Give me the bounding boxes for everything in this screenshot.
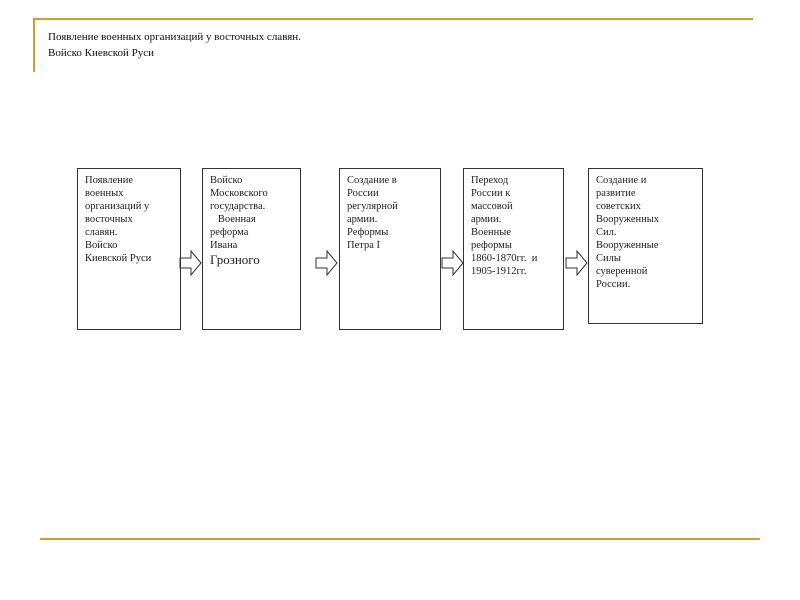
stage-box-2 [202, 168, 301, 330]
stage-2-line: Грозного [210, 252, 260, 267]
stage-1-line: военных [85, 188, 124, 199]
right-arrow-icon [315, 249, 339, 277]
top-rule [33, 18, 753, 20]
stage-4-line: Военные [471, 227, 511, 238]
stage-4-line: 1905-1912гг. [471, 266, 527, 277]
stage-5-line: Сил. [596, 227, 617, 238]
stage-5-line: Создание и [596, 175, 647, 186]
stage-box-3 [339, 168, 441, 330]
stage-1-line: славян. [85, 227, 118, 238]
stage-1-line: Киевской Руси [85, 253, 152, 264]
right-arrow-icon [179, 249, 203, 277]
stage-2-line: реформа [210, 227, 249, 238]
slide-title-line-1: Появление военных организаций у восточных славян. [48, 31, 301, 43]
right-arrow-icon [441, 249, 465, 277]
stage-3-line: Реформы [347, 227, 389, 238]
stage-5-line: Силы [596, 253, 621, 264]
stage-1-line: организаций у [85, 201, 150, 212]
stage-4-line: армии. [471, 214, 502, 225]
stage-box-4 [463, 168, 564, 330]
stage-2-line: Ивана [210, 240, 238, 251]
stage-2-line: Войско [210, 175, 243, 186]
stage-3-line: России [347, 188, 379, 199]
left-rule [33, 18, 35, 72]
slide-title [48, 29, 301, 61]
stage-5-line: советских [596, 201, 641, 212]
stage-4-line: реформы [471, 240, 512, 251]
stage-3-line: Создание в [347, 175, 397, 186]
stage-5-line: Вооруженных [596, 214, 660, 225]
slide-title-line-2: Войско Киевской Руси [48, 47, 155, 59]
stage-5-line: развитие [596, 188, 636, 199]
stage-1-line: Войско [85, 240, 118, 251]
stage-5-line: суверенной [596, 266, 648, 277]
stage-1-line: Появление [85, 175, 134, 186]
stage-5-line: Вооруженные [596, 240, 659, 251]
stage-3-line: регулярной [347, 201, 398, 212]
stage-1-line: восточных [85, 214, 133, 225]
stage-3-line: армии. [347, 214, 378, 225]
stage-box-5 [588, 168, 703, 324]
stage-4-line: Переход [471, 175, 509, 186]
bottom-rule [40, 538, 760, 540]
stage-2-line: Московского [210, 188, 268, 199]
stage-box-1 [77, 168, 181, 330]
stage-4-line: массовой [471, 201, 513, 212]
right-arrow-icon [565, 249, 589, 277]
stage-5-line: России. [596, 279, 631, 290]
stage-2-line: Военная [210, 214, 256, 225]
stage-4-line: России к [471, 188, 511, 199]
stage-4-line: 1860-1870гг. и [471, 253, 538, 264]
stage-2-line: государства. [210, 201, 266, 212]
stage-3-line: Петра I [347, 240, 380, 251]
